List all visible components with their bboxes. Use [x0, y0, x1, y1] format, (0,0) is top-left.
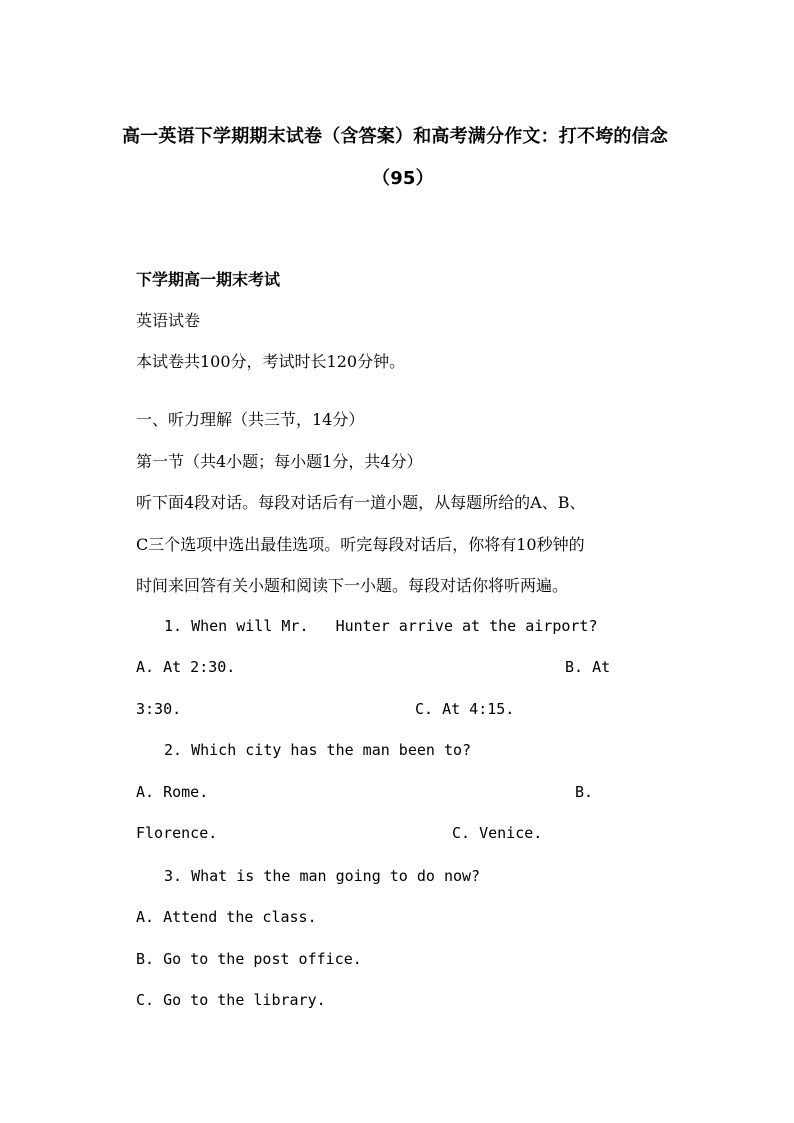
instruction-line-2: C三个选项中选出最佳选项。听完每段对话后，你将有10秒钟的 [136, 535, 585, 554]
question-3: 3. What is the man going to do now? [164, 867, 481, 885]
q3-option-c: C. Go to the library. [136, 991, 326, 1009]
exam-title: 下学期高一期末考试 [136, 270, 281, 289]
exam-info: 本试卷共100分，考试时长120分钟。 [136, 352, 406, 371]
q2-option-b-continued: Florence. [136, 824, 218, 842]
section-heading: 一、听力理解（共三节，14分） [136, 410, 365, 429]
part-heading: 第一节（共4小题；每小题1分，共4分） [136, 452, 423, 471]
q1-option-b-continued: 3:30. [136, 700, 182, 718]
q2-option-a: A. Rome. [136, 783, 209, 801]
instruction-line-3: 时间来回答有关小题和阅读下一小题。每段对话你将听两遍。 [136, 576, 569, 595]
instruction-line-1: 听下面4段对话。每段对话后有一道小题，从每题所给的A、B、 [136, 493, 586, 512]
q2-option-b: B. [575, 783, 594, 801]
document-title-line2: （95） [372, 168, 434, 189]
question-2: 2. Which city has the man been to? [164, 741, 472, 759]
subject-label: 英语试卷 [136, 311, 201, 330]
document-title-line1: 高一英语下学期期末试卷（含答案）和高考满分作文：打不垮的信念 [122, 126, 668, 147]
q2-option-c: C. Venice. [452, 824, 543, 842]
question-1: 1. When will Mr. Hunter arrive at the airport? [164, 617, 598, 635]
q3-option-a: A. Attend the class. [136, 908, 317, 926]
q3-option-b: B. Go to the post office. [136, 950, 362, 968]
q1-option-c: C. At 4:15. [415, 700, 515, 718]
q1-option-b: B. At [565, 658, 611, 676]
q1-option-a: A. At 2:30. [136, 658, 236, 676]
